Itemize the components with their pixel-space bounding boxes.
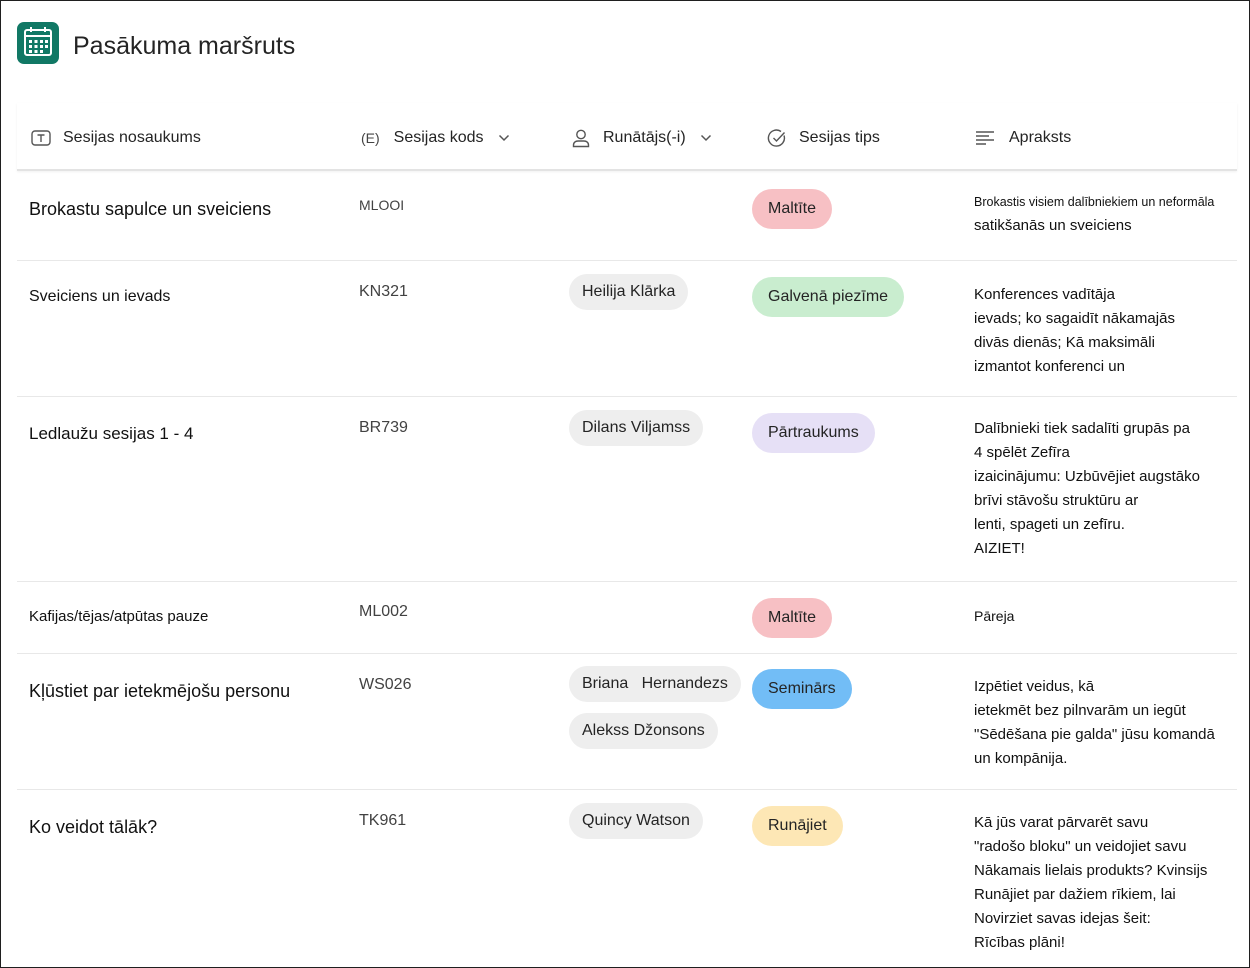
- session-type-badge: Galvenā piezīme: [752, 277, 904, 317]
- description-line: brīvi stāvošu struktūru ar: [974, 492, 1139, 509]
- session-name: Brokastu sapulce un sveiciens: [29, 199, 272, 219]
- table-row[interactable]: [17, 261, 1237, 397]
- session-type-badge: Pārtraukums: [752, 413, 875, 453]
- session-type-badge: Runājiet: [752, 806, 843, 846]
- description-line: izaicinājumu: Uzbūvējiet augstāko: [974, 468, 1200, 485]
- description-line: Kā jūs varat pārvarēt savu: [974, 814, 1149, 831]
- session-code: TK961: [359, 812, 407, 829]
- text-field-icon: [31, 130, 51, 146]
- table-header: [17, 103, 1237, 171]
- choice-field-icon: (E): [361, 130, 380, 146]
- session-code: MLOOI: [359, 197, 405, 213]
- session-code: ML002: [359, 603, 408, 620]
- description-line: Novirziet savas idejas šeit:: [974, 910, 1151, 927]
- itinerary-table: [17, 103, 1237, 968]
- top-bar: [1, 1, 1250, 101]
- description-line: "Sēdēšana pie galda" jūsu komandā: [974, 726, 1215, 743]
- column-header-type[interactable]: [767, 127, 880, 149]
- column-header-description-label: Apraksts: [1009, 129, 1072, 146]
- multiline-text-icon: [975, 130, 995, 146]
- page-title: Pasākuma maršruts: [73, 32, 296, 60]
- session-type-badge: Maltīte: [752, 189, 832, 229]
- description-line: AIZIET!: [974, 540, 1025, 557]
- column-header-name[interactable]: [31, 127, 201, 149]
- speaker-chip[interactable]: Quincy Watson: [569, 803, 703, 839]
- column-header-speaker[interactable]: [571, 127, 712, 149]
- description-line: Rīcības plāni!: [974, 934, 1065, 951]
- description-line: Brokastis visiem dalībniekiem un neformāla: [974, 195, 1215, 209]
- session-description: [974, 811, 1207, 955]
- chevron-down-icon[interactable]: [498, 134, 510, 142]
- speaker-chip[interactable]: Heilija Klārka: [569, 274, 688, 310]
- person-icon: [571, 128, 591, 148]
- speaker-chip[interactable]: Dilans Viljamss: [569, 410, 703, 446]
- session-name: Ledlaužu sesijas 1 - 4: [29, 424, 194, 443]
- description-line: ietekmēt bez pilnvarām un iegūt: [974, 702, 1186, 719]
- session-description: [974, 191, 1214, 239]
- description-line: Dalībnieki tiek sadalīti grupās pa: [974, 420, 1190, 437]
- table-row[interactable]: [17, 397, 1237, 582]
- table-row[interactable]: [17, 654, 1237, 790]
- column-header-code-label: Sesijas kods: [393, 129, 484, 146]
- session-name: Ko veidot tālāk?: [29, 817, 158, 837]
- session-name: Sveiciens un ievads: [29, 288, 171, 305]
- description-line: Konferences vadītāja: [974, 286, 1115, 303]
- description-line: Runājiet par dažiem rīkiem, lai: [974, 886, 1176, 903]
- session-code: BR739: [359, 419, 408, 436]
- session-description: [974, 675, 1215, 771]
- session-name: Kafijas/tējas/atpūtas pauze: [29, 608, 209, 625]
- description-line: 4 spēlēt Zefīra: [974, 444, 1070, 461]
- description-line: divās dienās; Kā maksimāli: [974, 334, 1155, 351]
- description-line: Pāreja: [974, 608, 1015, 624]
- table-row[interactable]: [17, 790, 1237, 968]
- session-description: [974, 604, 1014, 628]
- speaker-chip[interactable]: Alekss Džonsons: [569, 713, 718, 749]
- session-description: [974, 283, 1175, 379]
- check-circle-icon: [767, 128, 787, 148]
- column-header-name-label: Sesijas nosaukums: [63, 129, 201, 146]
- calendar-icon: [17, 22, 59, 64]
- description-line: Nākamais lielais produkts? Kvinsijs: [974, 862, 1208, 879]
- session-description: [974, 417, 1200, 561]
- column-header-speaker-label: Runātājs(-i): [603, 129, 686, 146]
- description-line: izmantot konferenci un: [974, 358, 1125, 375]
- column-header-code[interactable]: [361, 127, 510, 149]
- column-header-type-label: Sesijas tips: [799, 129, 880, 146]
- speaker-chip[interactable]: Briana Hernandezs: [569, 666, 741, 702]
- table-row[interactable]: [17, 171, 1237, 261]
- session-code: WS026: [359, 676, 412, 693]
- table-row[interactable]: [17, 582, 1237, 654]
- column-header-description[interactable]: [975, 127, 1071, 149]
- session-type-badge: Maltīte: [752, 598, 832, 638]
- description-line: ievads; ko sagaidīt nākamajās: [974, 310, 1175, 327]
- session-code: KN321: [359, 283, 408, 300]
- session-name: Kļūstiet par ietekmējošu personu: [29, 681, 291, 701]
- description-line: satikšanās un sveiciens: [974, 217, 1132, 234]
- session-type-badge: Seminārs: [752, 669, 852, 709]
- description-line: Izpētiet veidus, kā: [974, 678, 1095, 695]
- description-line: un kompānija.: [974, 750, 1068, 767]
- description-line: "radošo bloku" un veidojiet savu: [974, 838, 1187, 855]
- chevron-down-icon[interactable]: [700, 134, 712, 142]
- description-line: lenti, spageti un zefīru.: [974, 516, 1125, 533]
